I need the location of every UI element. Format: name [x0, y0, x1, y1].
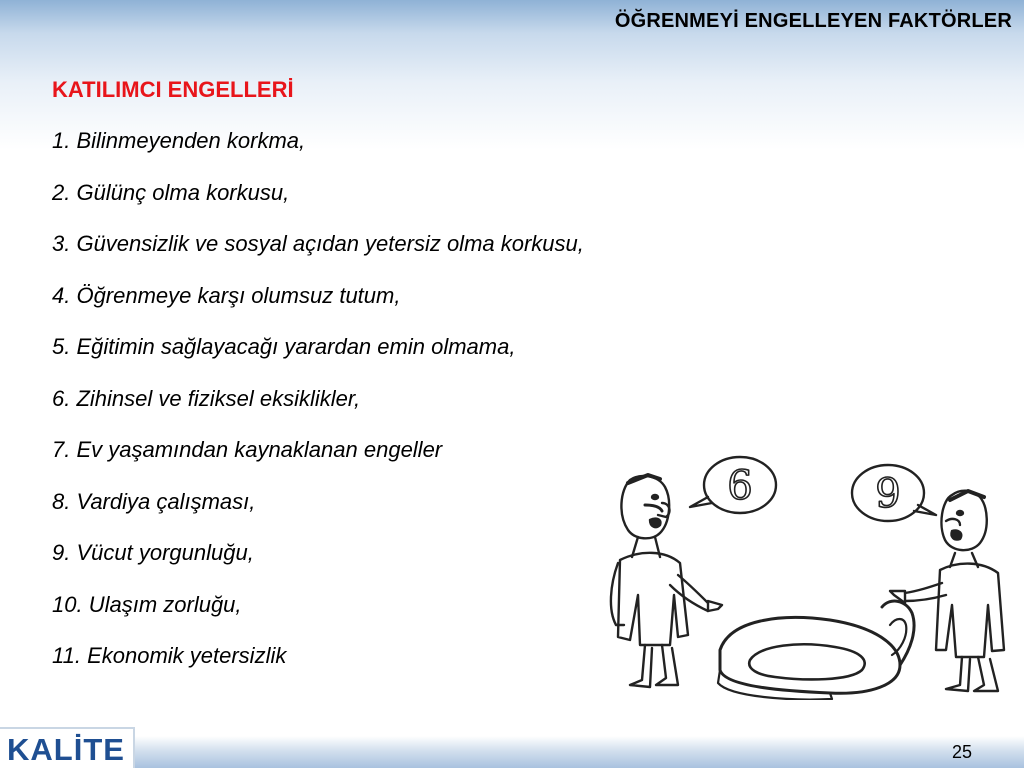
company-logo	[0, 727, 135, 768]
list-item: 1. Bilinmeyenden korkma,	[52, 128, 306, 153]
list-item: 11. Ekonomik yetersizlik	[52, 643, 287, 668]
list-item: 8. Vardiya çalışması,	[52, 488, 256, 514]
logo-text: KALİTE	[7, 732, 125, 767]
floor-number-shape	[718, 601, 914, 699]
section-heading: KATILIMCI ENGELLERİ	[52, 77, 294, 102]
list-item: 2. Gülünç olma korkusu,	[52, 179, 290, 205]
cartoon-illustration	[600, 445, 1015, 700]
barrier-list	[52, 126, 584, 693]
page-number: 25	[951, 742, 972, 762]
svg-text:6: 6	[727, 463, 753, 509]
footer-gradient-band	[0, 736, 1024, 768]
list-item: 9. Vücut yorgunluğu,	[52, 540, 254, 565]
list-item: 4. Öğrenmeye karşı olumsuz tutum,	[52, 282, 401, 308]
list-item: 6. Zihinsel ve fiziksel eksiklikler,	[52, 385, 361, 411]
left-man-figure	[611, 475, 722, 687]
left-speech-bubble	[690, 457, 776, 513]
list-item: 7. Ev yaşamından kaynaklanan engeller	[52, 437, 443, 462]
list-item: 10. Ulaşım zorluğu,	[52, 591, 242, 617]
slide-title: ÖĞRENMEYİ ENGELLEYEN FAKTÖRLER	[614, 10, 1012, 32]
list-item: 3. Güvensizlik ve sosyal açıdan yetersiz olma korkusu,	[52, 231, 584, 256]
right-speech-bubble	[852, 465, 936, 521]
right-man-figure	[890, 491, 1004, 691]
list-item: 5. Eğitimin sağlayacağı yarardan emin olmama,	[52, 334, 516, 359]
svg-text:9: 9	[875, 471, 901, 517]
